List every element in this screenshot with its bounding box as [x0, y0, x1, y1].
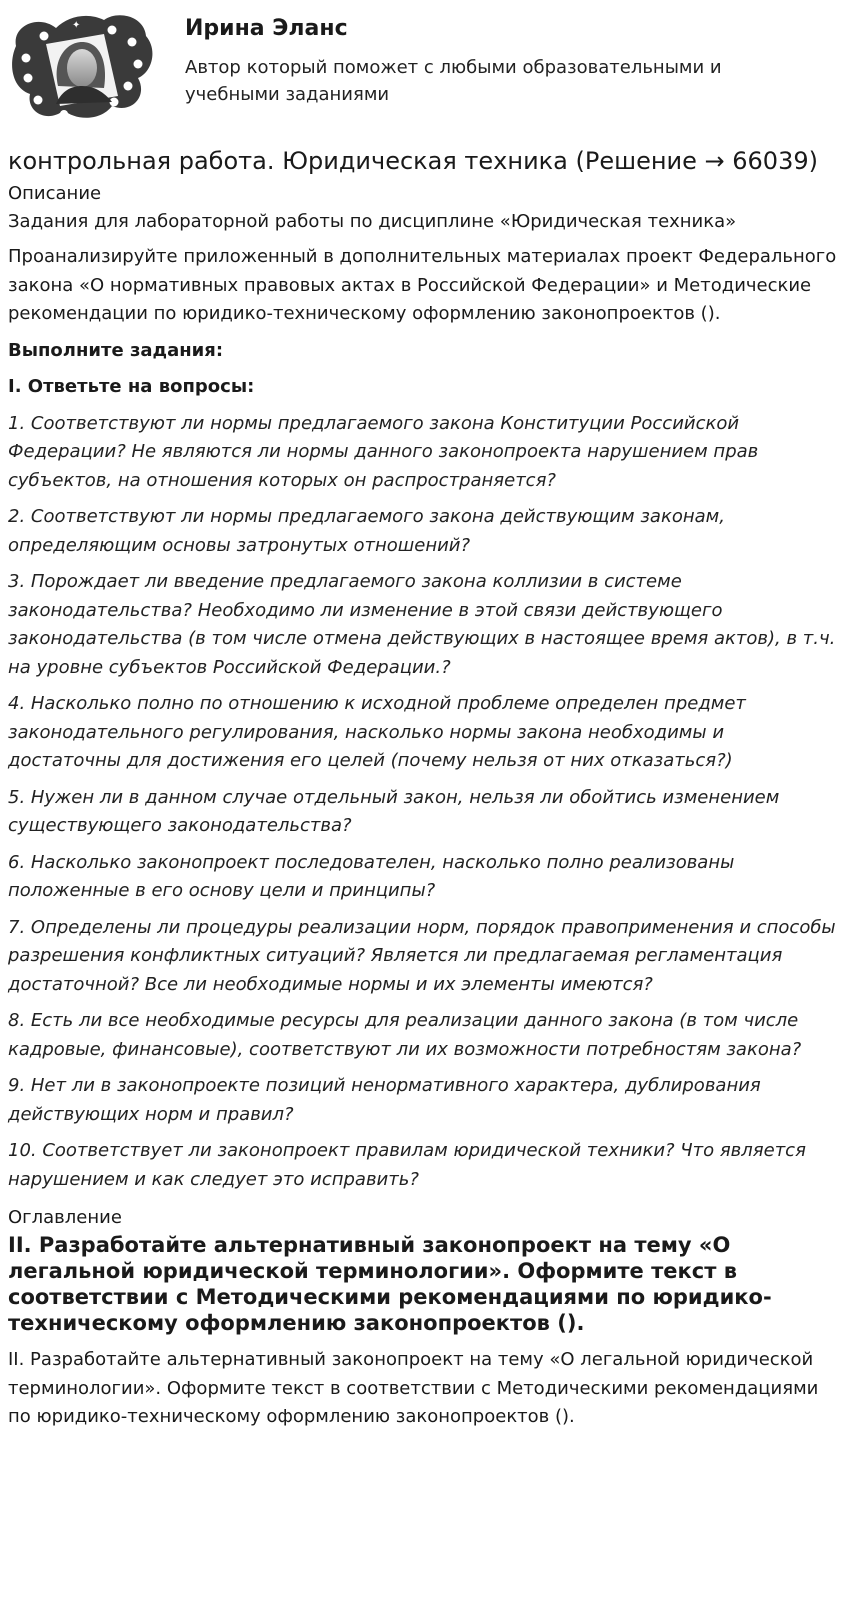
tasks-heading: Выполните задания:	[8, 339, 224, 361]
question-item: 9. Нет ли в законопроекте позиций ненормативного характера, дублирования действующих норм и правил?	[8, 1075, 761, 1125]
question-item: 7. Определены ли процедуры реализации норм, порядок правоприменения и способы разрешения конфликтных ситуаций? Является ли предлагаемая регламентация достаточной? Все ли необходимые нормы и их элементы имеются?	[8, 916, 836, 995]
toc-label: Оглавление	[8, 1207, 122, 1228]
task-2-text: II. Разработайте альтернативный законопроект на тему «О легальной юридической терминологии». Оформите текст в соответствии с Методическими рекомендациями по юридико-техническому оформлению законопроектов ().	[8, 1349, 819, 1427]
question-item: 8. Есть ли все необходимые ресурсы для реализации данного закона (в том числе кадровые, финансовые), соответствуют ли их возможности потребностям закона?	[8, 1010, 802, 1060]
author-avatar[interactable]	[8, 6, 158, 124]
svg-text:✦: ✦	[72, 20, 81, 31]
question-item: 10. Соответствует ли законопроект правилам юридической техники? Что является нарушением и как следует это исправить?	[8, 1140, 806, 1190]
question-item: 4. Насколько полно по отношению к исходной проблеме определен предмет законодательного регулирования, насколько нормы закона необходимы и достаточны для достижения его целей (почему нельзя от них отказаться?)	[8, 693, 746, 771]
page-title: контрольная работа. Юридическая техника (Решение → 66039)	[8, 147, 818, 175]
questions-list	[8, 410, 840, 1195]
author-description: Автор который поможет с любыми образовательными и учебными заданиями	[185, 57, 722, 105]
main-content	[8, 144, 840, 1432]
question-item: 3. Порождает ли введение предлагаемого закона коллизии в системе законодательства? Необходимо ли изменение в этой связи действующего законодательства (в том числе отмена действующих в настоящее время актов), в т.ч. на уровне субъектов Российской Федерации.?	[8, 571, 836, 678]
intro-paragraph: Проанализируйте приложенный в дополнительных материалах проект Федерального закона «О нормативных правовых актах в Российской Федерации» и Методические рекомендации по юридико-техническому оформлению законопроектов ().	[8, 246, 837, 324]
question-item: 1. Соответствуют ли нормы предлагаемого закона Конституции Российской Федерации? Не являются ли нормы данного законопроекта нарушением прав субъектов, на отношения которых он распространяется?	[8, 412, 759, 491]
question-item: 2. Соответствуют ли нормы предлагаемого закона действующим законам, определяющим основы затронутых отношений?	[8, 506, 725, 556]
question-item: 5. Нужен ли в данном случае отдельный закон, нельзя ли обойтись изменением существующего законодательства?	[8, 786, 780, 836]
task-2-heading: II. Разработайте альтернативный законопроект на тему «О легальной юридической терминологии». Оформите текст в соответствии с Методическими рекомендациями по юридико-техническому оформлению законопроектов ().	[8, 1233, 772, 1335]
section-1-heading: I. Ответьте на вопросы:	[8, 376, 255, 397]
author-name[interactable]: Ирина Эланс	[185, 16, 348, 41]
question-item: 6. Насколько законопроект последователен, насколько полно реализованы положенные в его основу цели и принципы?	[8, 851, 735, 901]
author-card	[8, 4, 838, 124]
description-label: Описание	[8, 183, 102, 204]
description-line: Задания для лабораторной работы по дисциплине «Юридическая техника»	[8, 211, 737, 232]
